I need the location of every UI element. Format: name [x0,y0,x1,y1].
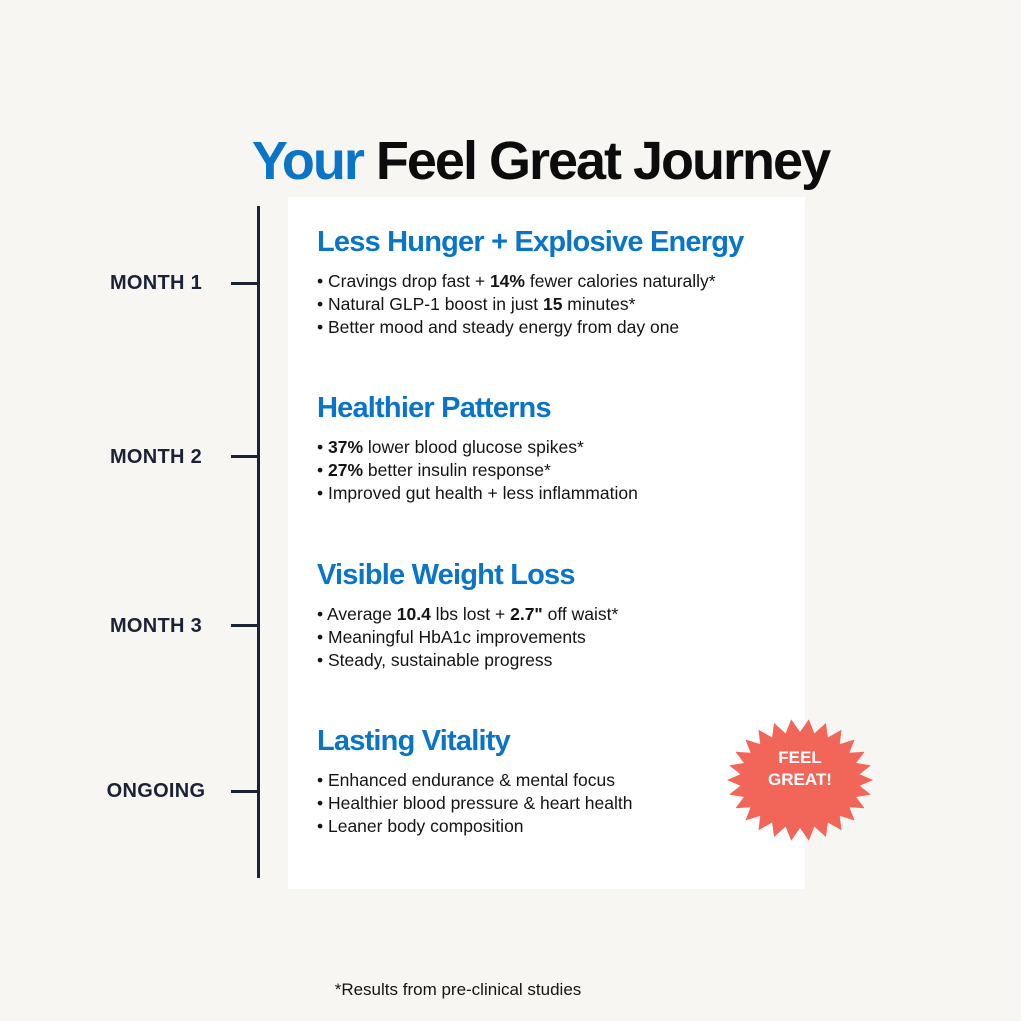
section-heading: Visible Weight Loss [317,559,575,591]
section-month-1 [317,224,797,339]
section-ongoing [317,723,797,838]
bullet-item: • Steady, sustainable progress [317,650,553,670]
bullet-item: • Healthier blood pressure & heart health [317,793,633,813]
bullet-item: • 27% better insulin response* [317,460,551,480]
bullet-item: • Meaningful HbA1c improvements [317,627,586,647]
timeline-label-month-2: MONTH 2 [109,446,203,468]
title-rest: Feel Great Journey [375,131,830,192]
title-accent: Your [251,131,363,192]
bullet-item: • Natural GLP-1 boost in just 15 minutes* [317,294,636,314]
section-month-2 [317,390,797,505]
page-title [0,128,1021,194]
badge-line-2: GREAT! [768,770,832,789]
bullet-item: • Better mood and steady energy from day one [317,317,680,337]
bullet-item: • Improved gut health + less inflammation [317,483,638,503]
footnote: *Results from pre-clinical studies [334,980,582,999]
timeline-label-ongoing: ONGOING [106,780,206,802]
section-heading: Healthier Patterns [317,392,551,424]
bullet-item: • Average 10.4 lbs lost + 2.7" off waist* [317,604,619,624]
timeline-label-month-1: MONTH 1 [109,272,203,294]
bullet-item: • Enhanced endurance & mental focus [317,770,615,790]
section-heading: Less Hunger + Explosive Energy [317,226,744,258]
timeline-line [257,206,260,878]
bullet-item: • Cravings drop fast + 14% fewer calories naturally* [317,271,716,291]
bullet-item: • 37% lower blood glucose spikes* [317,437,584,457]
section-heading: Lasting Vitality [317,725,510,757]
bullet-item: • Leaner body composition [317,816,524,836]
badge-line-1: FEEL [778,748,822,767]
badge-text [726,747,874,791]
timeline-label-month-3: MONTH 3 [109,615,203,637]
section-month-3 [317,557,797,672]
